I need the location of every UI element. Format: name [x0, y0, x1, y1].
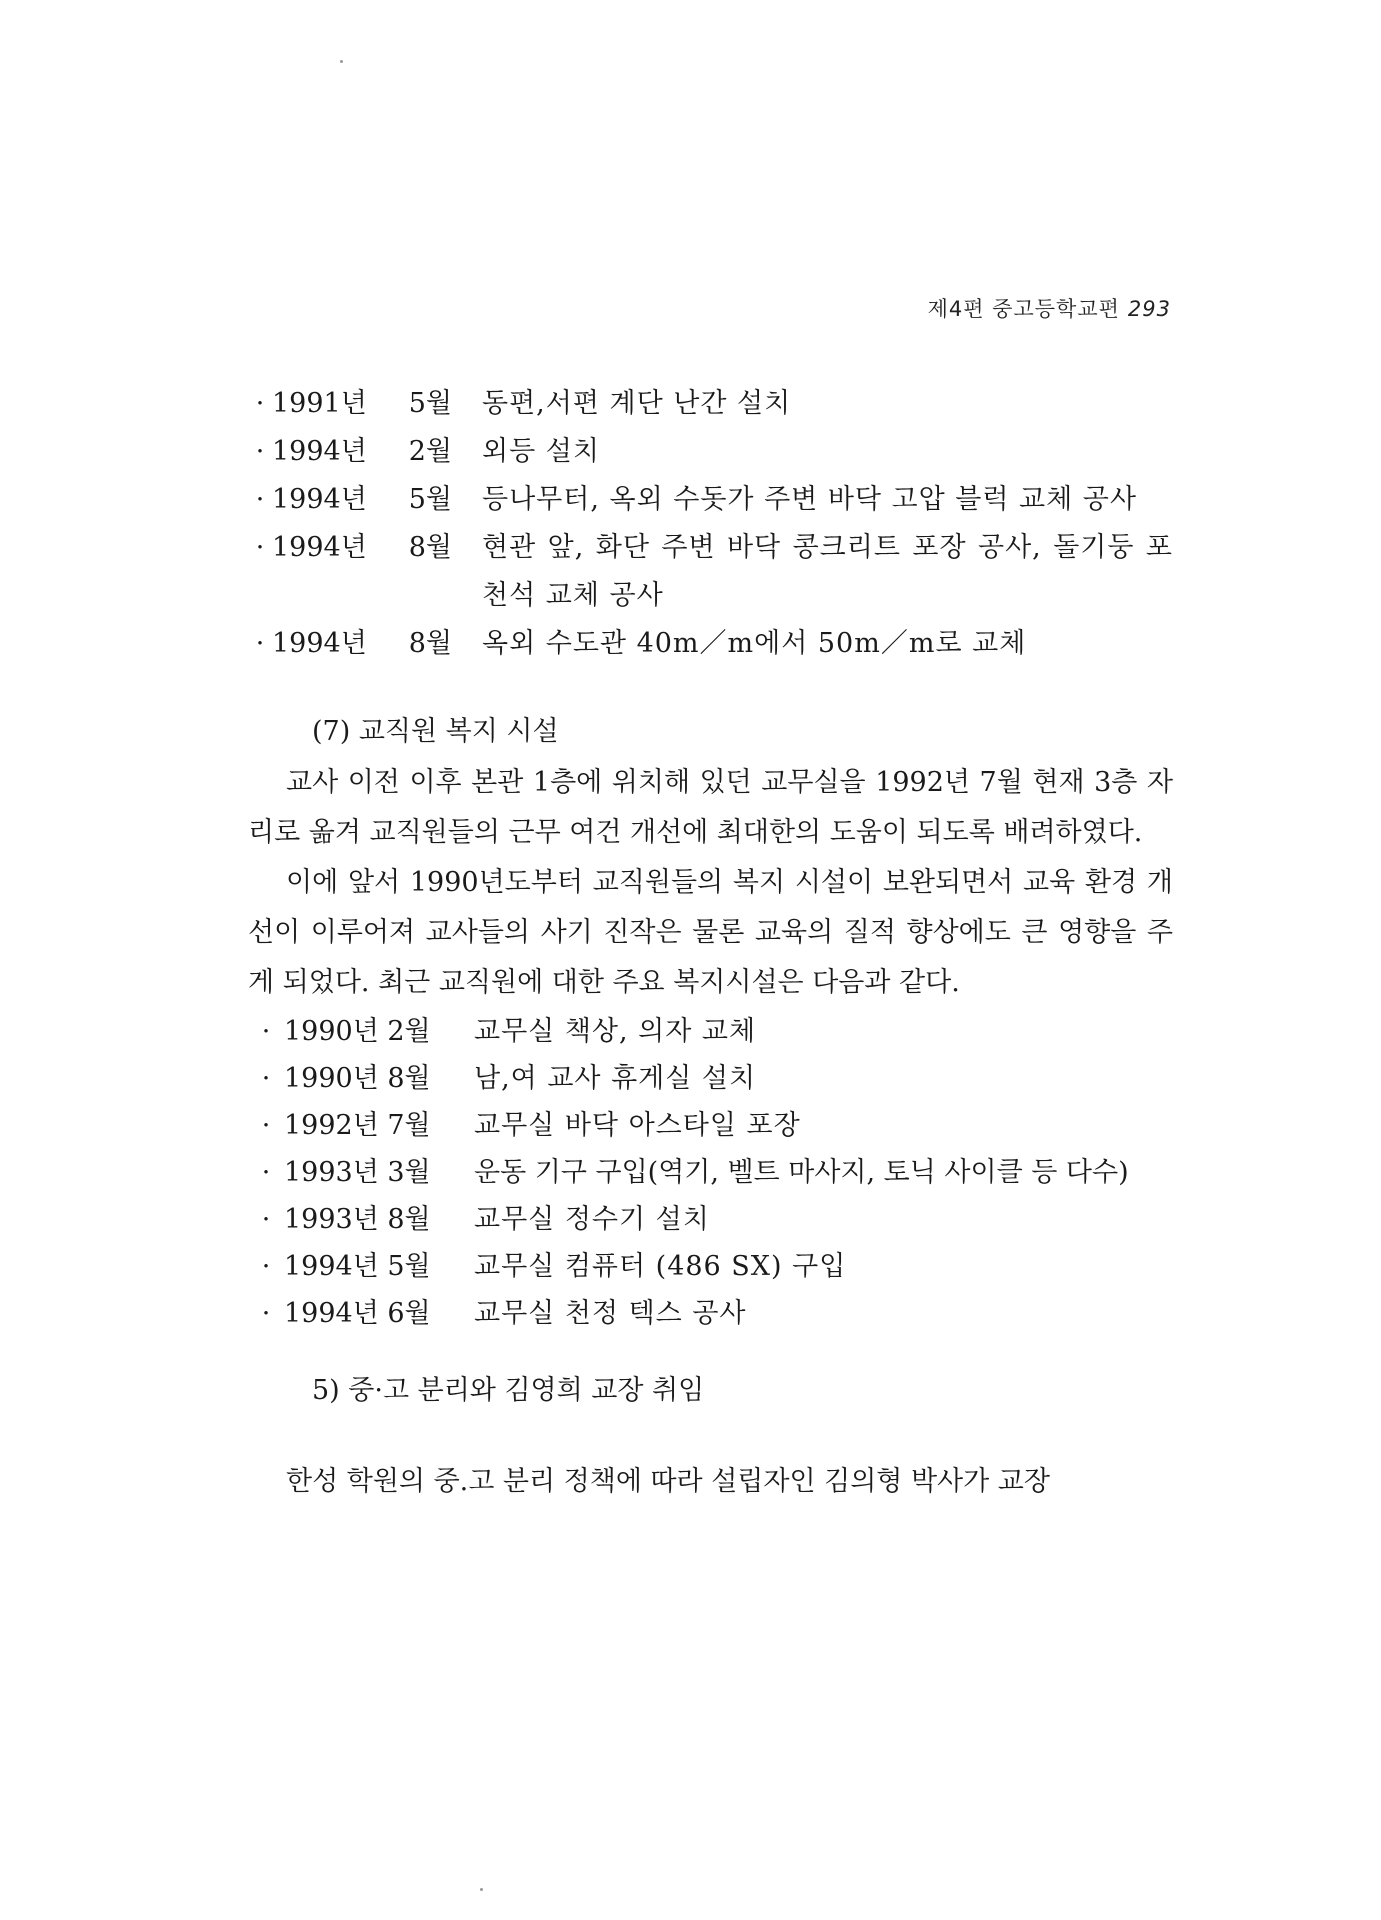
bullet: ·: [261, 1251, 271, 1282]
bullet: ·: [255, 388, 265, 419]
list-date: 1993년 3월: [284, 1157, 431, 1188]
bullet: ·: [261, 1016, 271, 1047]
bullet: ·: [261, 1204, 271, 1235]
list-item: [248, 1290, 1173, 1337]
list-desc: 교무실 바닥 아스타일 포장: [474, 1110, 801, 1141]
list-month: 8월: [408, 628, 452, 659]
list-desc: 현관 앞, 화단 주변 바닥 콩크리트 포장 공사, 돌기둥 포천석 교체 공사: [482, 532, 1173, 611]
list-item: [248, 428, 1173, 476]
bullet: ·: [255, 484, 265, 515]
scan-speck: [480, 1888, 483, 1891]
list-item: [248, 1008, 1173, 1055]
list-date: 1990년 2월: [284, 1016, 431, 1047]
list-desc: 옥외 수도관 40m／m에서 50m／m로 교체: [482, 628, 1027, 659]
bullet: ·: [255, 628, 265, 659]
list-desc: 교무실 정수기 설치: [474, 1204, 710, 1235]
list-date: 1992년 7월: [284, 1110, 431, 1141]
list-year: 1994년: [272, 628, 367, 659]
bullet: ·: [255, 532, 265, 563]
list-desc: 교무실 천정 텍스 공사: [474, 1298, 747, 1329]
list-month: 5월: [408, 388, 452, 419]
paragraph: 한성 학원의 중.고 분리 정책에 따라 설립자인 김의형 박사가 교장: [286, 1466, 1050, 1497]
list-item: [248, 620, 1173, 668]
list-month: 5월: [408, 484, 452, 515]
paragraph: 교사 이전 이후 본관 1층에 위치해 있던 교무실을 1992년 7월 현재 3층 자리로 옮겨 교직원들의 근무 여건 개선에 최대한의 도움이 되도록 배려하였다.: [248, 767, 1173, 848]
list-year: 1994년: [272, 532, 367, 563]
scan-speck: [340, 60, 343, 63]
running-title: 제4편 중고등학교편: [927, 297, 1120, 321]
list-item: [248, 524, 1173, 620]
facility-list: [248, 380, 1173, 668]
list-desc: 외등 설치: [482, 436, 600, 467]
list-desc: 등나무터, 옥외 수돗가 주변 바닥 고압 블럭 교체 공사: [482, 484, 1137, 515]
bullet: ·: [261, 1110, 271, 1141]
list-item: [248, 1055, 1173, 1102]
list-item: [248, 476, 1173, 524]
list-desc: 교무실 컴퓨터 (486 SX) 구입: [474, 1251, 847, 1282]
list-year: 1991년: [272, 388, 367, 419]
list-item: [248, 1243, 1173, 1290]
list-desc: 운동 기구 구입(역기, 벨트 마사지, 토닉 사이클 등 다수): [474, 1157, 1129, 1188]
section-heading: (7) 교직원 복지 시설: [312, 716, 559, 747]
list-year: 1994년: [272, 484, 367, 515]
paragraph: 이에 앞서 1990년도부터 교직원들의 복지 시설이 보완되면서 교육 환경 개선이 이루어져 교사들의 사기 진작은 물론 교육의 질적 향상에도 큰 영향을 주게 되었다. 최근 교직원에 대한 주요 복지시설은 다음과 같다.: [248, 867, 1173, 998]
running-head: [928, 293, 1171, 323]
list-month: 8월: [408, 532, 452, 563]
spacer: [248, 668, 1173, 708]
list-desc: 교무실 책상, 의자 교체: [474, 1016, 757, 1047]
section-heading: 5) 중·고 분리와 김영희 교장 취임: [312, 1375, 705, 1406]
welfare-list: [248, 1008, 1173, 1337]
bullet: ·: [255, 436, 265, 467]
list-date: 1994년 5월: [284, 1251, 431, 1282]
list-desc: 남,여 교사 휴게실 설치: [474, 1063, 757, 1094]
list-item: [248, 1196, 1173, 1243]
page-body: [248, 380, 1173, 1507]
page-number: 293: [1127, 297, 1171, 321]
list-date: 1990년 8월: [284, 1063, 431, 1094]
list-item: [248, 1102, 1173, 1149]
list-desc: 동편,서편 계단 난간 설치: [482, 388, 792, 419]
list-item: [248, 380, 1173, 428]
bullet: ·: [261, 1298, 271, 1329]
list-year: 1994년: [272, 436, 367, 467]
list-item: [248, 1149, 1173, 1196]
list-date: 1993년 8월: [284, 1204, 431, 1235]
bullet: ·: [261, 1063, 271, 1094]
list-date: 1994년 6월: [284, 1298, 431, 1329]
bullet: ·: [261, 1157, 271, 1188]
list-month: 2월: [408, 436, 452, 467]
